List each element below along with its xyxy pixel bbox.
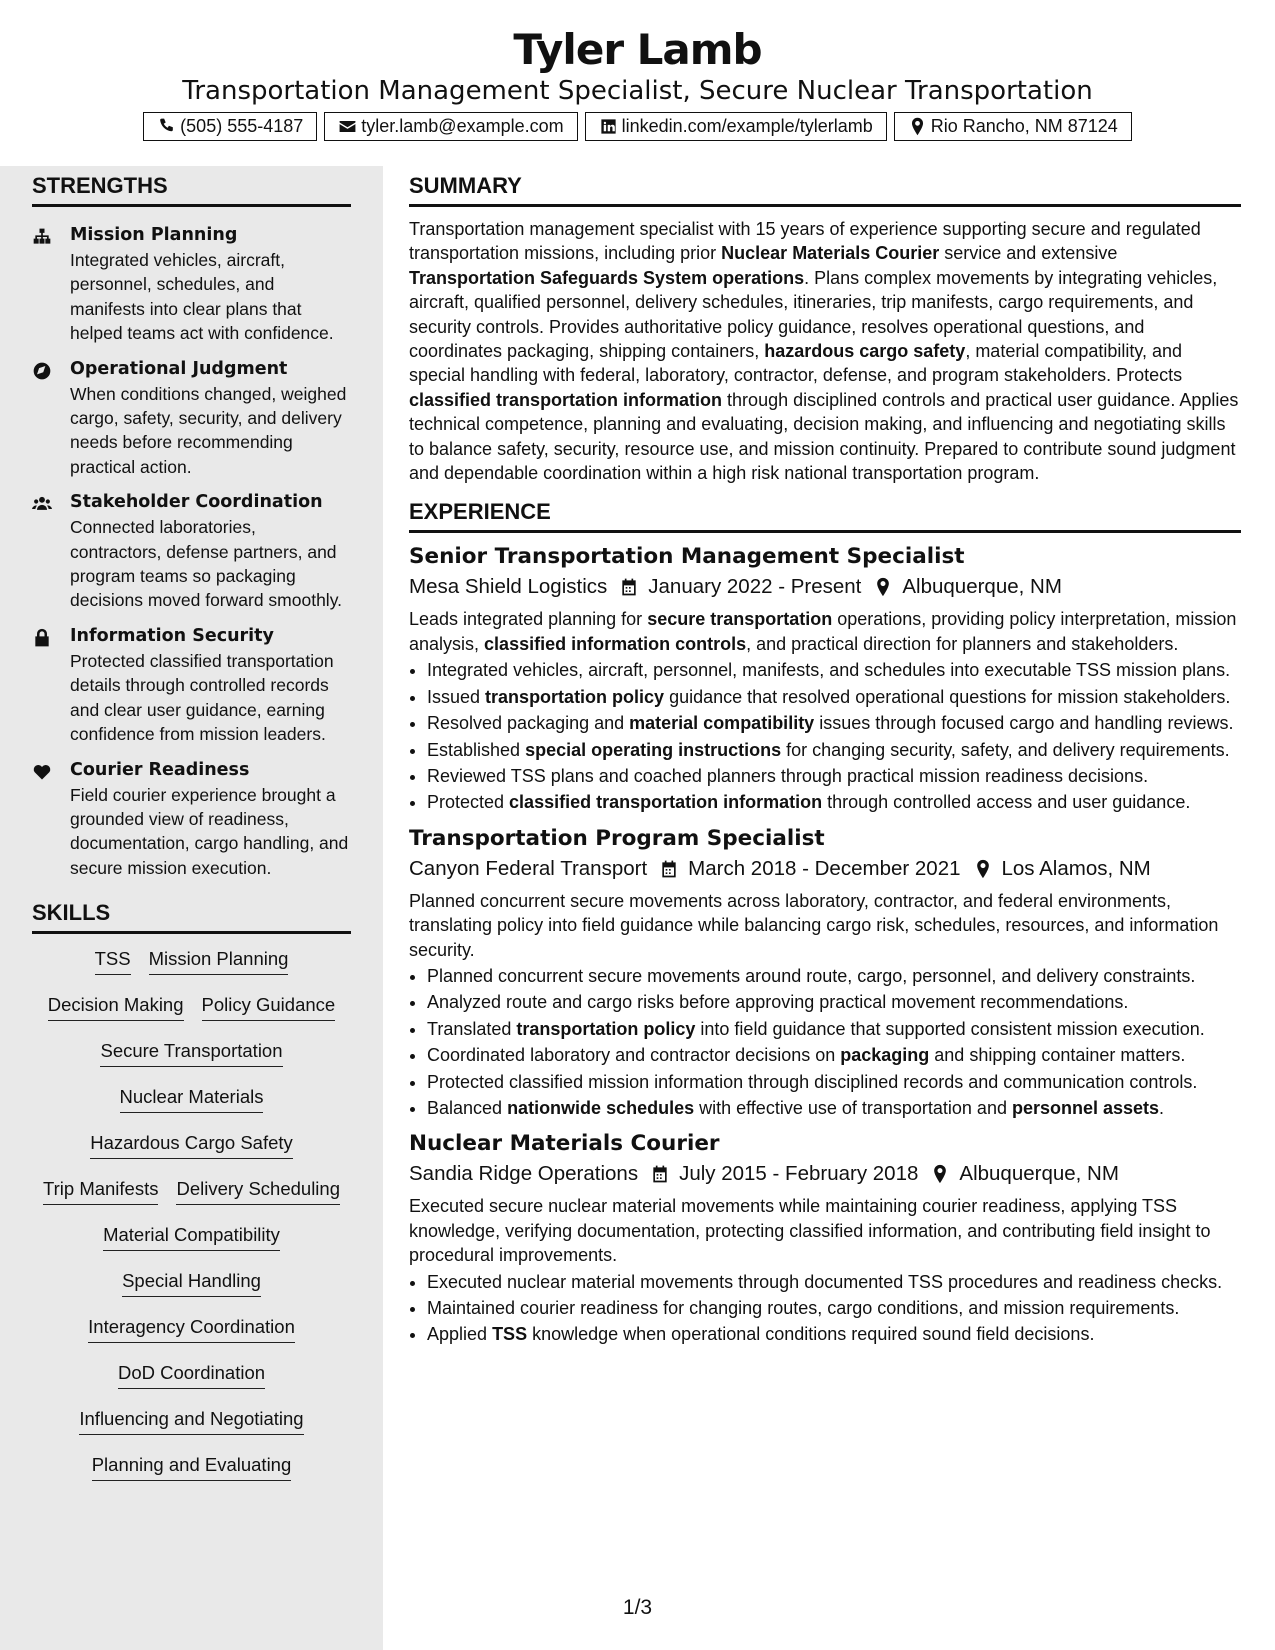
job-bullet: • Issued transportation policy guidance that resolved operational questions for mission stakeholders.	[427, 685, 1241, 709]
job-title: Senior Transportation Management Specialist	[409, 544, 965, 570]
main-column	[409, 166, 1241, 1349]
skill-tag: Trip Manifests	[43, 1178, 158, 1205]
job-description: Planned concurrent secure movements across laboratory, contractor, and federal environments, translating policy into field guidance while balancing cargo risk, schedules, resources, and information security.	[409, 890, 1219, 960]
job-bullets	[409, 1270, 1241, 1347]
contact-item[interactable]	[894, 112, 1132, 141]
sidebar	[0, 166, 383, 1650]
job-entry	[409, 543, 1241, 814]
job-bullet: • Protected classified transportation information through controlled access and user guidance.	[427, 790, 1241, 814]
company-name: Sandia Ridge Operations	[409, 1162, 639, 1186]
skill-tag: DoD Coordination	[118, 1362, 265, 1389]
summary-heading: SUMMARY	[409, 173, 1241, 207]
contact-text: (505) 555-4187	[180, 116, 304, 136]
strength-title: Operational Judgment	[70, 358, 288, 379]
strength-desc: Field courier experience brought a grounded view of readiness, documentation, cargo handling, and secure mission execution.	[70, 784, 349, 878]
calendar-icon	[650, 1164, 670, 1184]
skill-tag: Mission Planning	[149, 948, 289, 975]
contact-text: tyler.lamb@example.com	[361, 116, 564, 136]
job-dates: January 2022 - Present	[648, 575, 862, 599]
phone-icon	[157, 117, 176, 136]
skills-list	[32, 948, 351, 1500]
job-entry	[409, 1130, 1241, 1346]
job-bullets	[409, 964, 1241, 1120]
strength-item	[32, 223, 351, 346]
strength-desc: When conditions changed, weighed cargo, safety, security, and delivery needs before recommending practical action.	[70, 383, 347, 477]
skill-tag: Material Compatibility	[103, 1224, 280, 1251]
strengths-list	[32, 223, 351, 880]
job-bullet: • Applied TSS knowledge when operational conditions required sound field decisions.	[427, 1322, 1241, 1346]
job-bullet: • Maintained courier readiness for changing routes, cargo conditions, and mission requirements.	[427, 1296, 1241, 1320]
strength-icon	[32, 758, 56, 881]
strength-title: Courier Readiness	[70, 759, 250, 780]
job-bullet: • Planned concurrent secure movements around route, cargo, personnel, and delivery constraints.	[427, 964, 1241, 988]
map-marker-icon	[930, 1164, 950, 1184]
skills-heading: SKILLS	[32, 900, 351, 934]
strength-icon	[32, 223, 56, 346]
strength-item	[32, 758, 351, 881]
experience-list	[409, 543, 1241, 1346]
strength-desc: Protected classified transportation details through controlled records and clear user guidance, earning confidence from mission leaders.	[70, 650, 334, 745]
job-meta	[409, 855, 1241, 883]
strength-item	[32, 357, 351, 480]
candidate-name: Tyler Lamb	[513, 25, 762, 74]
lock-icon	[32, 628, 52, 648]
strength-icon	[32, 624, 56, 747]
contact-item[interactable]	[585, 112, 887, 141]
strength-title: Stakeholder Coordination	[70, 492, 323, 513]
strength-title: Information Security	[70, 625, 274, 646]
heart-icon	[32, 762, 52, 782]
contact-text: linkedin.com/example/tylerlamb	[621, 116, 873, 136]
skill-tag: Influencing and Negotiating	[79, 1408, 303, 1435]
strength-title: Mission Planning	[70, 225, 238, 245]
skill-tag: Decision Making	[48, 994, 184, 1021]
candidate-title: Transportation Management Specialist, Secure Nuclear Transportation	[182, 76, 1093, 106]
linkedin-icon	[599, 117, 618, 136]
strength-icon	[32, 490, 56, 613]
job-description: Executed secure nuclear material movements while maintaining courier readiness, applying TSS knowledge, verifying documentation, protecting classified information, and contributing field insight to procedural improvements.	[409, 1196, 1211, 1266]
sitemap-icon	[32, 227, 52, 247]
job-bullet: • Established special operating instructions for changing security, safety, and delivery requirements.	[427, 738, 1241, 762]
skill-tag: Delivery Scheduling	[176, 1178, 340, 1205]
skill-tag: Secure Transportation	[100, 1040, 282, 1067]
resume-header	[0, 0, 1275, 141]
skill-tag: Nuclear Materials	[120, 1086, 264, 1113]
job-bullet: • Coordinated laboratory and contractor decisions on packaging and shipping container matters.	[427, 1043, 1241, 1067]
page-number: 1/3	[622, 1596, 653, 1619]
job-bullet: • Integrated vehicles, aircraft, personnel, manifests, and schedules into executable TSS mission plans.	[427, 658, 1241, 682]
job-bullet: • Balanced nationwide schedules with effective use of transportation and personnel assets.	[427, 1096, 1241, 1120]
strength-desc: Connected laboratories, contractors, defense partners, and program teams so packaging decisions moved forward smoothly.	[70, 517, 343, 611]
calendar-icon	[659, 859, 679, 879]
contact-item[interactable]	[324, 112, 577, 141]
skill-tag: TSS	[95, 948, 131, 975]
strengths-heading: STRENGTHS	[32, 173, 351, 207]
strength-item	[32, 490, 351, 613]
job-bullet: • Executed nuclear material movements through documented TSS procedures and readiness checks.	[427, 1270, 1241, 1294]
skill-tag: Special Handling	[122, 1270, 261, 1297]
contact-text: Rio Rancho, NM 87124	[930, 116, 1118, 136]
company-name: Canyon Federal Transport	[409, 856, 648, 880]
summary-text: Transportation management specialist with 15 years of experience supporting secure and regulated transportation missions, including prior Nuclear Materials Courier service and extensive Transportation Safeguards System operations. Plans complex movements by integrating vehicles, aircraft, qualified personnel, delivery schedules, itineraries, trip manifests, cargo requirements, and security controls. Provides authoritative policy guidance, resolves operational questions, and coordinates packaging, shipping containers, hazardous cargo safety, material compatibility, and special handling with federal, laboratory, contractor, defense, and program stakeholders. Protects classified transportation information through disciplined controls and practical user guidance. Applies technical competence, planning and evaluating, decision making, and influencing and negotiating skills to balance safety, security, resource use, and mission continuity. Prepared to contribute sound judgment and dependable coordination within a high risk national transportation program.	[409, 219, 1239, 484]
job-meta	[409, 573, 1241, 601]
job-dates: March 2018 - December 2021	[688, 856, 961, 880]
job-bullet: • Reviewed TSS plans and coached planners through practical mission readiness decisions.	[427, 764, 1241, 788]
job-entry	[409, 825, 1241, 1121]
job-title: Transportation Program Specialist	[409, 825, 825, 851]
job-meta	[409, 1160, 1241, 1188]
contact-bar	[0, 112, 1275, 141]
job-dates: July 2015 - February 2018	[679, 1162, 919, 1186]
job-location: Albuquerque, NM	[959, 1162, 1119, 1186]
job-bullet: • Translated transportation policy into field guidance that supported consistent mission execution.	[427, 1017, 1241, 1041]
map-marker-icon	[908, 117, 927, 136]
strength-icon	[32, 357, 56, 480]
contact-item[interactable]	[143, 112, 317, 141]
map-marker-icon	[873, 577, 893, 597]
job-description: Leads integrated planning for secure transportation operations, providing policy interpretation, mission analysis, classified information controls, and practical direction for planners and stakeholders.	[409, 609, 1237, 654]
envelope-icon	[338, 117, 357, 136]
experience-heading: EXPERIENCE	[409, 499, 1241, 533]
job-bullet: • Resolved packaging and material compatibility issues through focused cargo and handling reviews.	[427, 711, 1241, 735]
skill-tag: Interagency Coordination	[88, 1316, 295, 1343]
job-location: Albuquerque, NM	[902, 575, 1062, 599]
skill-tag: Planning and Evaluating	[92, 1454, 292, 1481]
job-bullets	[409, 658, 1241, 814]
strength-desc: Integrated vehicles, aircraft, personnel, schedules, and manifests into clear plans that helped teams act with confidence.	[70, 250, 334, 344]
calendar-icon	[619, 577, 639, 597]
job-title: Nuclear Materials Courier	[409, 1131, 720, 1157]
skill-tag: Hazardous Cargo Safety	[90, 1132, 293, 1159]
users-icon	[32, 494, 52, 514]
compass-icon	[32, 361, 52, 381]
job-bullet: • Protected classified mission information through disciplined records and communication controls.	[427, 1070, 1241, 1094]
map-marker-icon	[973, 859, 993, 879]
job-bullet: • Analyzed route and cargo risks before approving practical movement recommendations.	[427, 990, 1241, 1014]
job-location: Los Alamos, NM	[1001, 856, 1151, 880]
skill-tag: Policy Guidance	[202, 994, 336, 1021]
company-name: Mesa Shield Logistics	[409, 575, 608, 599]
strength-item	[32, 624, 351, 747]
